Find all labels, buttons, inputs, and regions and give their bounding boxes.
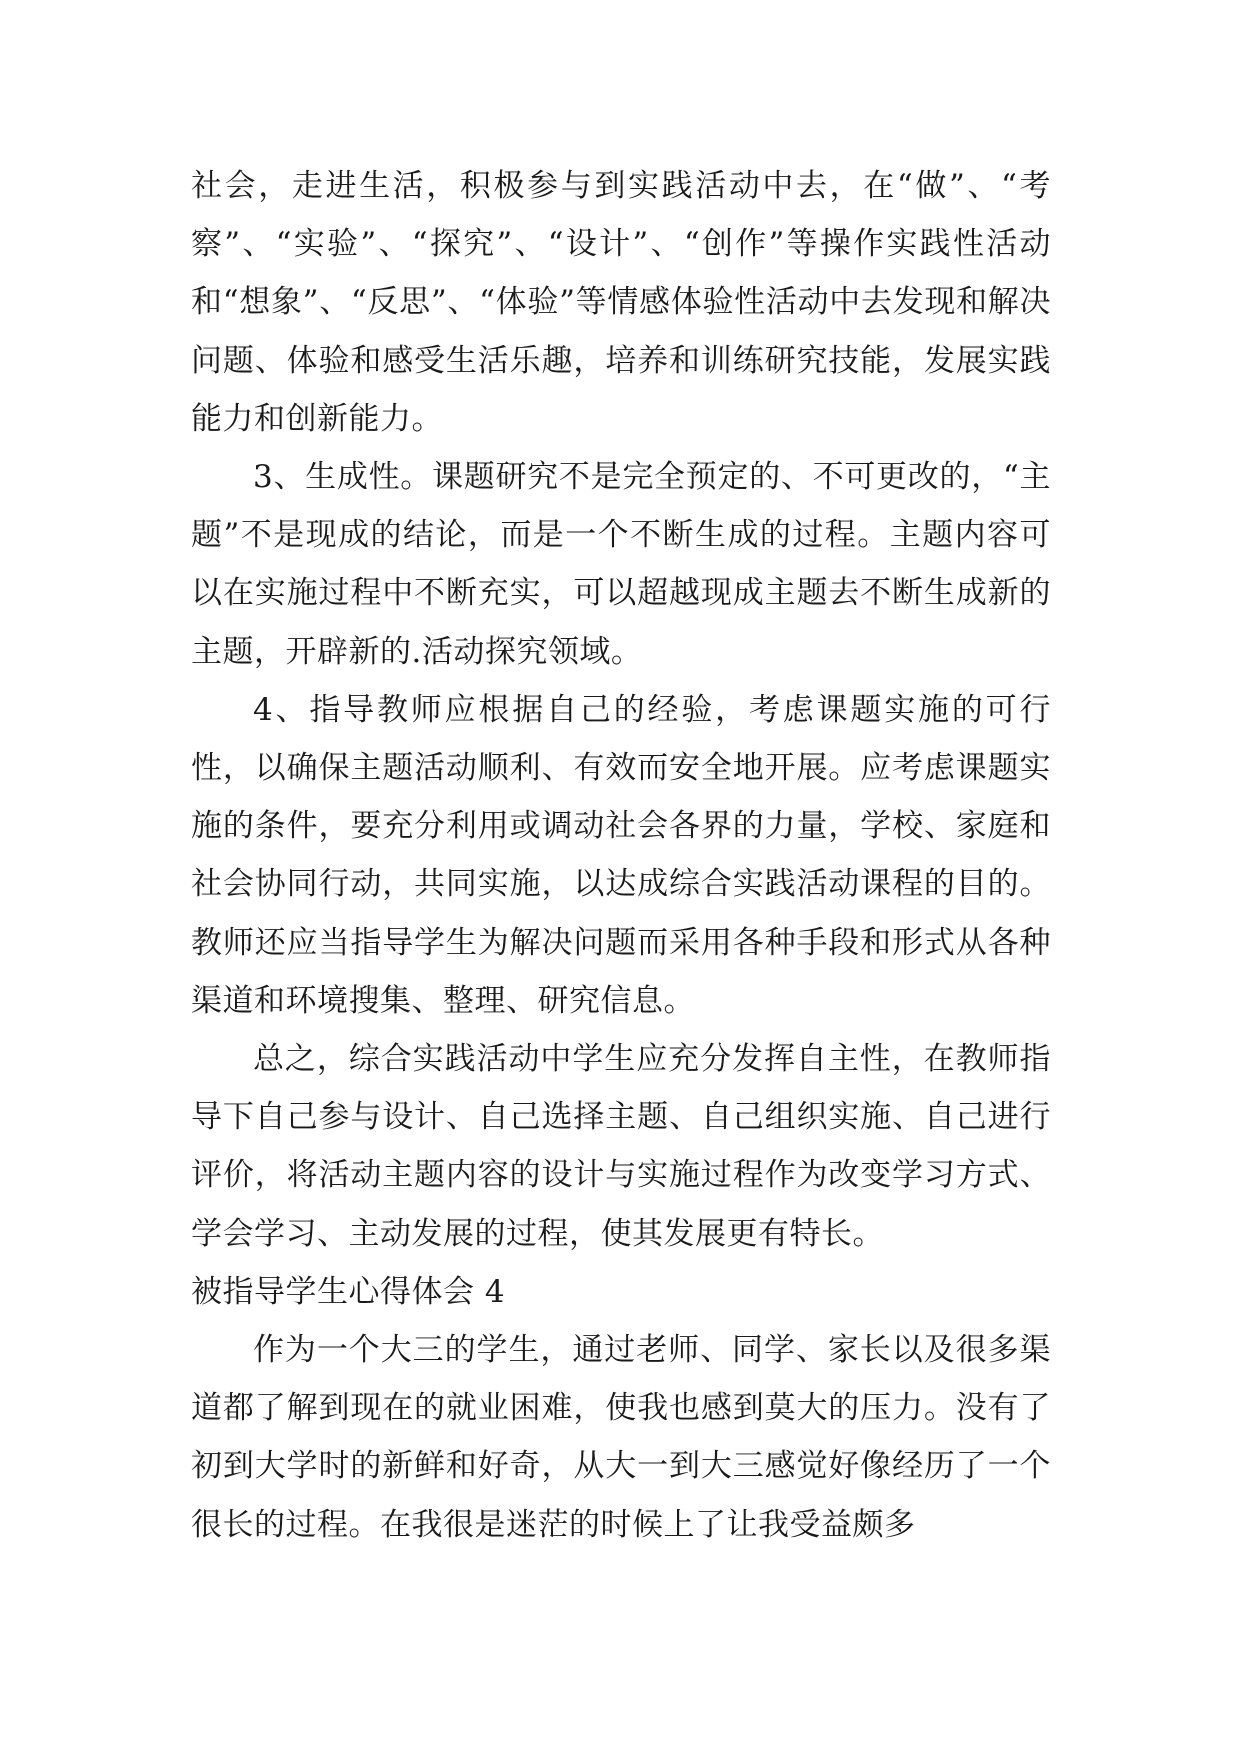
paragraph-point-4: 4、指导教师应根据自己的经验，考虑课题实施的可行性，以确保主题活动顺利、有效而安全地开展。应考虑课题实施的条件，要充分利用或调动社会各界的力量，学校、家庭和社会协同行动，共同实施，以达成综合实践活动课程的目的。教师还应当指导学生为解决问题而采用各种手段和形式从各种渠道和环境搜集、整理、研究信息。 — [191, 691, 1051, 1019]
paragraph-summary: 总之，综合实践活动中学生应充分发挥自主性，在教师指导下自己参与设计、自己选择主题、自己组织实施、自己进行评价，将活动主题内容的设计与实施过程作为改变学习方式、学会学习、主动发展的过程，使其发展更有特长。 — [191, 1041, 1051, 1252]
document-body — [191, 157, 1051, 1554]
paragraph-section-4-intro: 作为一个大三的学生，通过老师、同学、家长以及很多渠道都了解到现在的就业困难，使我也感到莫大的压力。没有了初到大学时的新鲜和好奇，从大一到大三感觉好像经历了一个很长的过程。在我很是迷茫的时候上了让我受益颇多 — [191, 1332, 1051, 1543]
paragraph-continuation: 社会，走进生活，积极参与到实践活动中去，在“做”、“考察”、“实验”、“探究”、“设计”、“创作”等操作实践性活动和“想象”、“反思”、“体验”等情感体验性活动中去发现和解决问题、体验和感受生活乐趣，培养和训练研究技能，发展实践能力和创新能力。 — [191, 168, 1051, 437]
paragraph-point-3: 3、生成性。课题研究不是完全预定的、不可更改的，“主题”不是现成的结论，而是一个不断生成的过程。主题内容可以在实施过程中不断充实，可以超越现成主题去不断生成新的主题，开辟新的.活动探究领域。 — [191, 459, 1051, 670]
section-heading: 被指导学生心得体会 4 — [191, 1273, 506, 1310]
